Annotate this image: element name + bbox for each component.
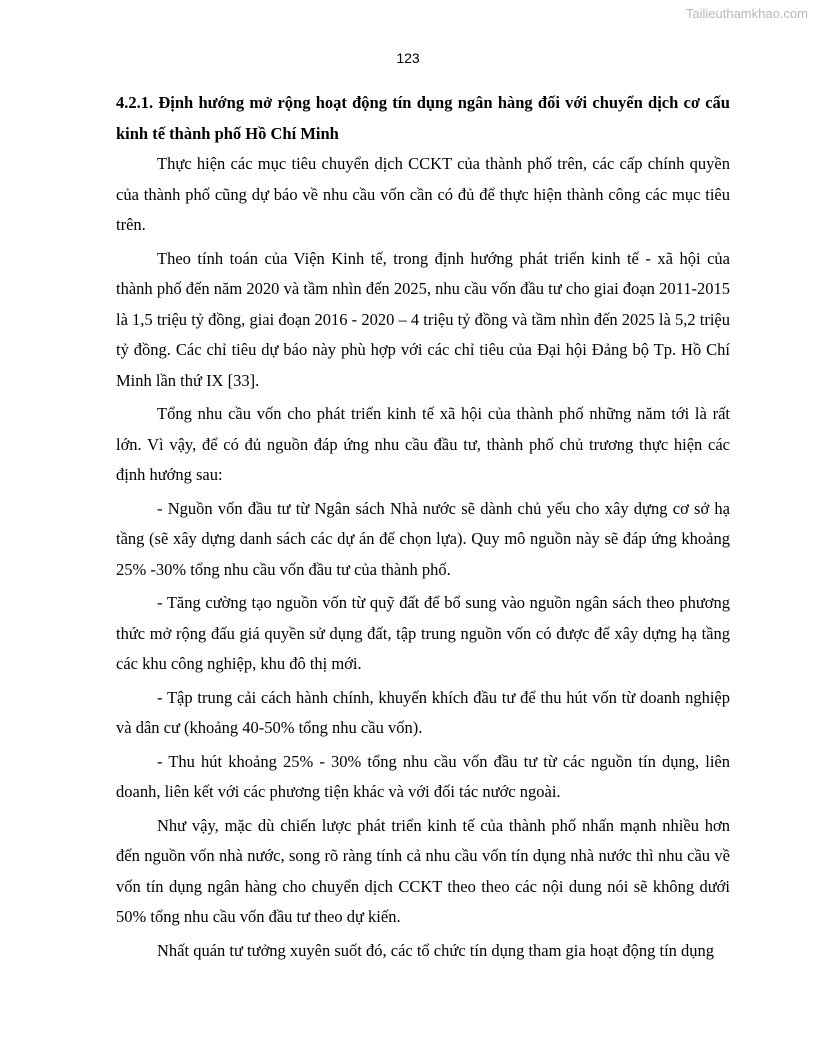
bullet-paragraph: - Thu hút khoảng 25% - 30% tổng nhu cầu vốn đầu tư từ các nguồn tín dụng, liên doanh, liên kết với các phương tiện khác và với đối tác nước ngoài. <box>116 751 730 801</box>
watermark: Tailieuthamkhao.com <box>685 6 808 21</box>
bullet-paragraph: - Tăng cường tạo nguồn vốn từ quỹ đất để bổ sung vào nguồn ngân sách theo phương thức mở rộng đấu giá quyền sử dụng đất, tập trung nguồn vốn có được để xây dựng hạ tầng các khu công nghiệp, khu đô thị mới. <box>116 593 730 673</box>
section-heading: 4.2.1. Định hướng mở rộng hoạt động tín dụng ngân hàng đối với chuyển dịch cơ cấu kinh tế thành phố Hồ Chí Minh <box>116 93 730 143</box>
page-number: 123 <box>396 50 420 66</box>
paragraph: Như vậy, mặc dù chiến lược phát triển kinh tế của thành phố nhấn mạnh nhiều hơn đến nguồn vốn nhà nước, song rõ ràng tính cả nhu cầu vốn tín dụng nhà nước thì nhu cầu về vốn tín dụng ngân hàng cho chuyển dịch CCKT theo theo các nội dung nói sẽ không dưới 50% tổng nhu cầu vốn đầu tư theo dự kiến. <box>116 815 730 926</box>
paragraph: Theo tính toán của Viện Kinh tế, trong định hướng phát triển kinh tế - xã hội của thành phố đến năm 2020 và tầm nhìn đến 2025, nhu cầu vốn đầu tư cho giai đoạn 2011-2015 là 1,5 triệu tỷ đồng, giai đoạn 2016 - 2020 – 4 triệu tỷ đồng và tầm nhìn đến 2025 là 5,2 triệu tỷ đồng. Các chỉ tiêu dự báo này phù hợp với các chỉ tiêu của Đại hội Đảng bộ Tp. Hồ Chí Minh lần thứ IX [33]. <box>116 248 730 390</box>
paragraph: Tổng nhu cầu vốn cho phát triển kinh tế xã hội của thành phố những năm tới là rất lớn. Vì vậy, để có đủ nguồn đáp ứng nhu cầu đầu tư, thành phố chủ trương thực hiện các định hướng sau: <box>116 404 730 484</box>
paragraph: Thực hiện các mục tiêu chuyển dịch CCKT của thành phố trên, các cấp chính quyền của thành phố cũng dự báo về nhu cầu vốn cần có đủ để thực hiện thành công các mục tiêu trên. <box>116 154 730 234</box>
bullet-paragraph: - Tập trung cải cách hành chính, khuyến khích đầu tư để thu hút vốn từ doanh nghiệp và dân cư (khoảng 40-50% tổng nhu cầu vốn). <box>116 687 730 737</box>
bullet-paragraph: - Nguồn vốn đầu tư từ Ngân sách Nhà nước sẽ dành chủ yếu cho xây dựng cơ sở hạ tầng (sẽ xây dựng danh sách các dự án để chọn lựa). Quy mô nguồn này sẽ đáp ứng khoảng 25% -30% tổng nhu cầu vốn đầu tư của thành phố. <box>116 498 730 579</box>
document-body <box>116 88 730 966</box>
paragraph: Nhất quán tư tưởng xuyên suốt đó, các tổ chức tín dụng tham gia hoạt động tín dụng <box>157 940 715 960</box>
